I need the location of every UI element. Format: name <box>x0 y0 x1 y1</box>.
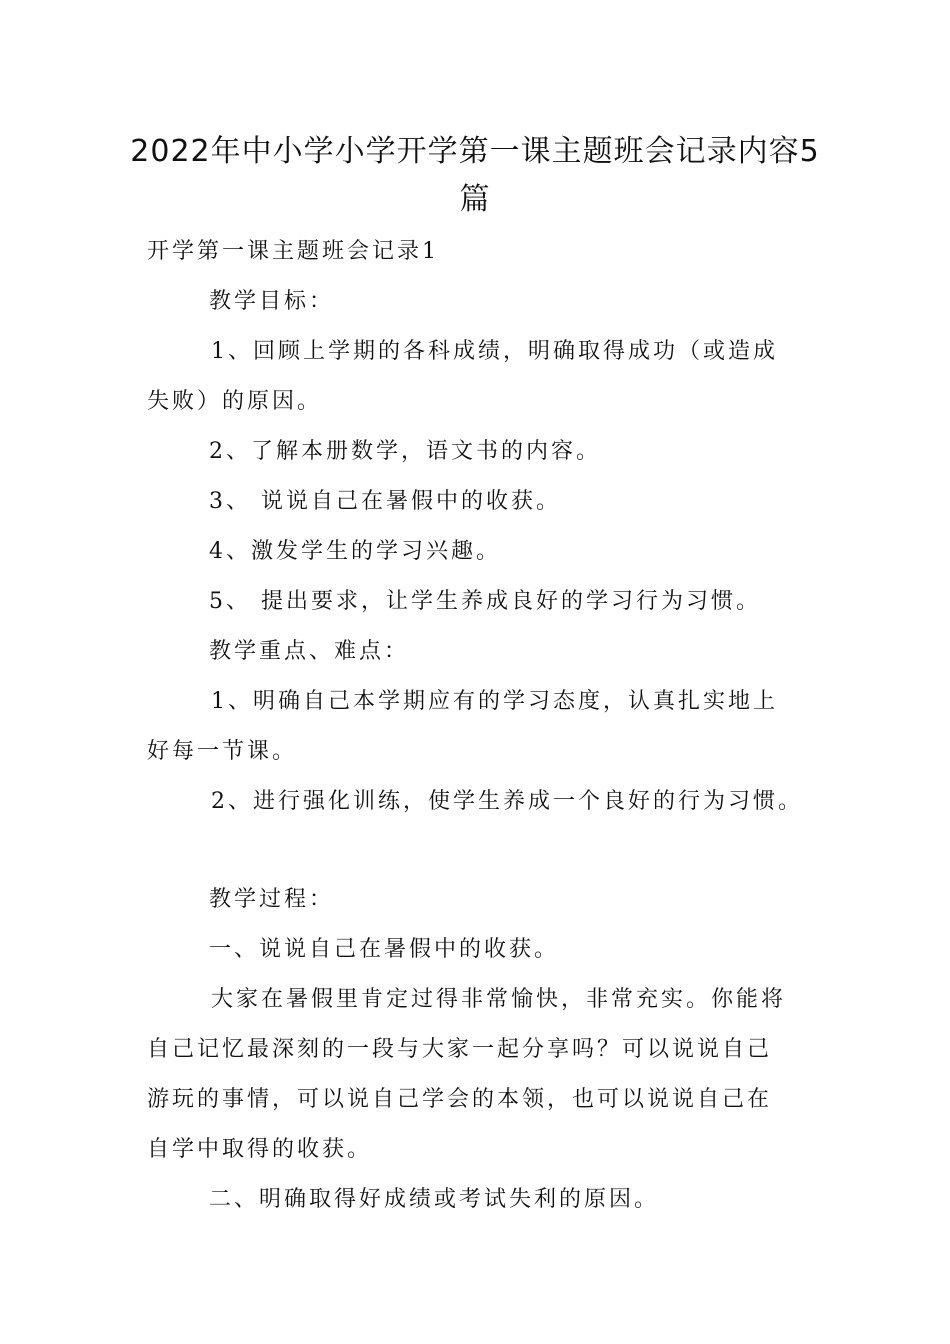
key-point-2: 2、进行强化训练，使学生养成一个良好的行为习惯。 <box>211 789 803 814</box>
step-2-heading: 二、明确取得好成绩或考试失利的原因。 <box>209 1187 660 1212</box>
key-point-1-line-1: 1、明确自己本学期应有的学习态度，认真扎实地上 <box>211 689 778 714</box>
goal-4: 4、激发学生的学习兴趣。 <box>209 539 501 564</box>
goal-1-line-1: 1、回顾上学期的各科成绩，明确取得成功（或造成 <box>211 339 778 364</box>
goal-3: 3、 说说自己在暑假中的收获。 <box>209 489 561 514</box>
step-1-body-line-1: 大家在暑假里肯定过得非常愉快，非常充实。你能将 <box>211 987 787 1012</box>
goal-5: 5、 提出要求，让学生养成良好的学习行为习惯。 <box>209 589 761 614</box>
step-1-body-line-3: 游玩的事情，可以说自己学会的本领，也可以说说自己在 <box>147 1087 773 1112</box>
document-title-line2: 篇 <box>459 182 491 217</box>
key-point-1-line-2: 好每一节课。 <box>147 739 298 764</box>
document-title-line1: 2022年中小学小学开学第一课主题班会记录内容5 <box>130 134 820 169</box>
key-points-label: 教学重点、难点： <box>209 639 410 664</box>
section-heading: 开学第一课主题班会记录1 <box>147 239 439 264</box>
goals-label: 教学目标： <box>209 289 335 314</box>
process-label: 教学过程： <box>209 887 335 912</box>
goal-1-line-2: 失败）的原因。 <box>147 389 323 414</box>
step-1-heading: 一、说说自己在暑假中的收获。 <box>209 937 560 962</box>
goal-2: 2、了解本册数学，语文书的内容。 <box>209 439 601 464</box>
step-1-body-line-2: 自己记忆最深刻的一段与大家一起分享吗？可以说说自己 <box>147 1037 773 1062</box>
step-1-body-line-4: 自学中取得的收获。 <box>147 1137 373 1162</box>
